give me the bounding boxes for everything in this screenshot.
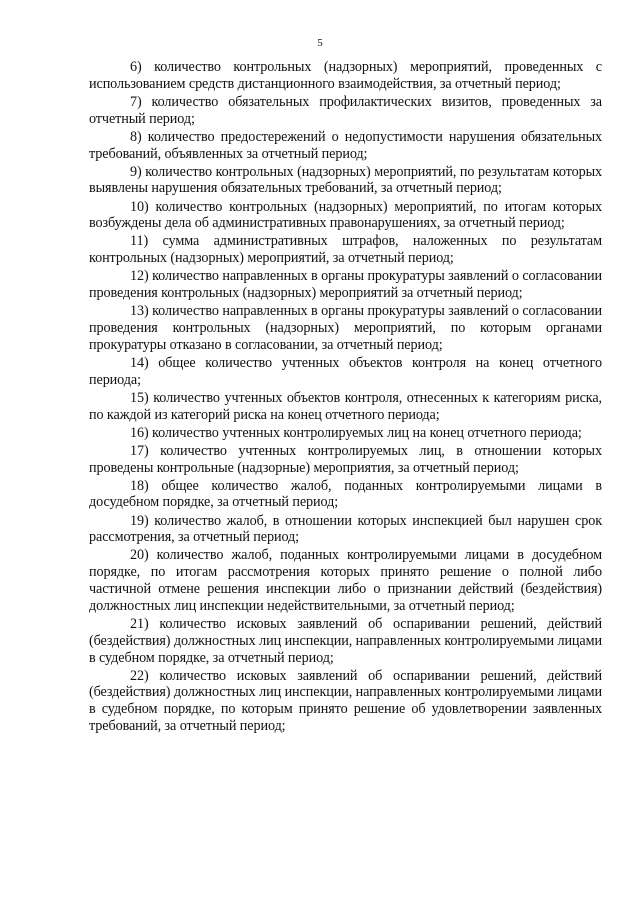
document-body bbox=[89, 59, 602, 736]
list-item-16: 16) количество учтенных контролируемых лиц на конец отчетного периода; bbox=[130, 424, 582, 441]
list-item-12: 12) количество направленных в органы прокуратуры заявлений о согласовании проведения контрольных (надзорных) мероприятий за отчетный период; bbox=[89, 268, 602, 302]
list-item-22: 22) количество исковых заявлений об оспаривании решений, действий (бездействия) должностных лиц инспекции, направленных контролируемыми лицами в судебном порядке, по которым принято решение об удовлетворении заявленных требований, за отчетный период; bbox=[89, 667, 602, 735]
list-item-21: 21) количество исковых заявлений об оспаривании решений, действий (бездействия) должностных лиц инспекции, направленных контролируемыми лицами в судебном порядке, за отчетный период; bbox=[89, 615, 602, 666]
list-item-9: 9) количество контрольных (надзорных) мероприятий, по результатам которых выявлены нарушения обязательных требований, за отчетный период; bbox=[89, 163, 602, 197]
list-item-18: 18) общее количество жалоб, поданных контролируемыми лицами в досудебном порядке, за отчетный период; bbox=[89, 477, 602, 511]
list-item-6: 6) количество контрольных (надзорных) мероприятий, проведенных с использованием средств дистанционного взаимодействия, за отчетный период; bbox=[89, 59, 602, 92]
page-number: 5 bbox=[317, 37, 323, 49]
list-item-17: 17) количество учтенных контролируемых лиц, в отношении которых проведены контрольные (надзорные) мероприятия, за отчетный период; bbox=[89, 442, 602, 476]
list-item-19: 19) количество жалоб, в отношении которых инспекцией был нарушен срок рассмотрения, за отчетный период; bbox=[89, 512, 602, 546]
list-item-10: 10) количество контрольных (надзорных) мероприятий, по итогам которых возбуждены дела об административных правонарушениях, за отчетный период; bbox=[89, 198, 602, 232]
list-item-15: 15) количество учтенных объектов контроля, отнесенных к категориям риска, по каждой из категорий риска на конец отчетного периода; bbox=[89, 389, 602, 423]
list-item-20: 20) количество жалоб, поданных контролируемыми лицами в досудебном порядке, по итогам рассмотрения которых принято решение о полной либо частичной отмене решения инспекции либо о признании действий (бездействия) должностных лиц инспекции недействительными, за отчетный период; bbox=[89, 547, 602, 614]
list-item-13: 13) количество направленных в органы прокуратуры заявлений о согласовании проведения контрольных (надзорных) мероприятий, по которым органами прокуратуры отказано в согласовании, за отчетный период; bbox=[89, 303, 602, 353]
list-item-8: 8) количество предостережений о недопустимости нарушения обязательных требований, объявленных за отчетный период; bbox=[89, 128, 602, 162]
list-item-7: 7) количество обязательных профилактических визитов, проведенных за отчетный период; bbox=[89, 93, 602, 127]
list-item-11: 11) сумма административных штрафов, наложенных по результатам контрольных (надзорных) мероприятий, за отчетный период; bbox=[89, 233, 602, 267]
list-item-14: 14) общее количество учтенных объектов контроля на конец отчетного периода; bbox=[89, 354, 602, 388]
